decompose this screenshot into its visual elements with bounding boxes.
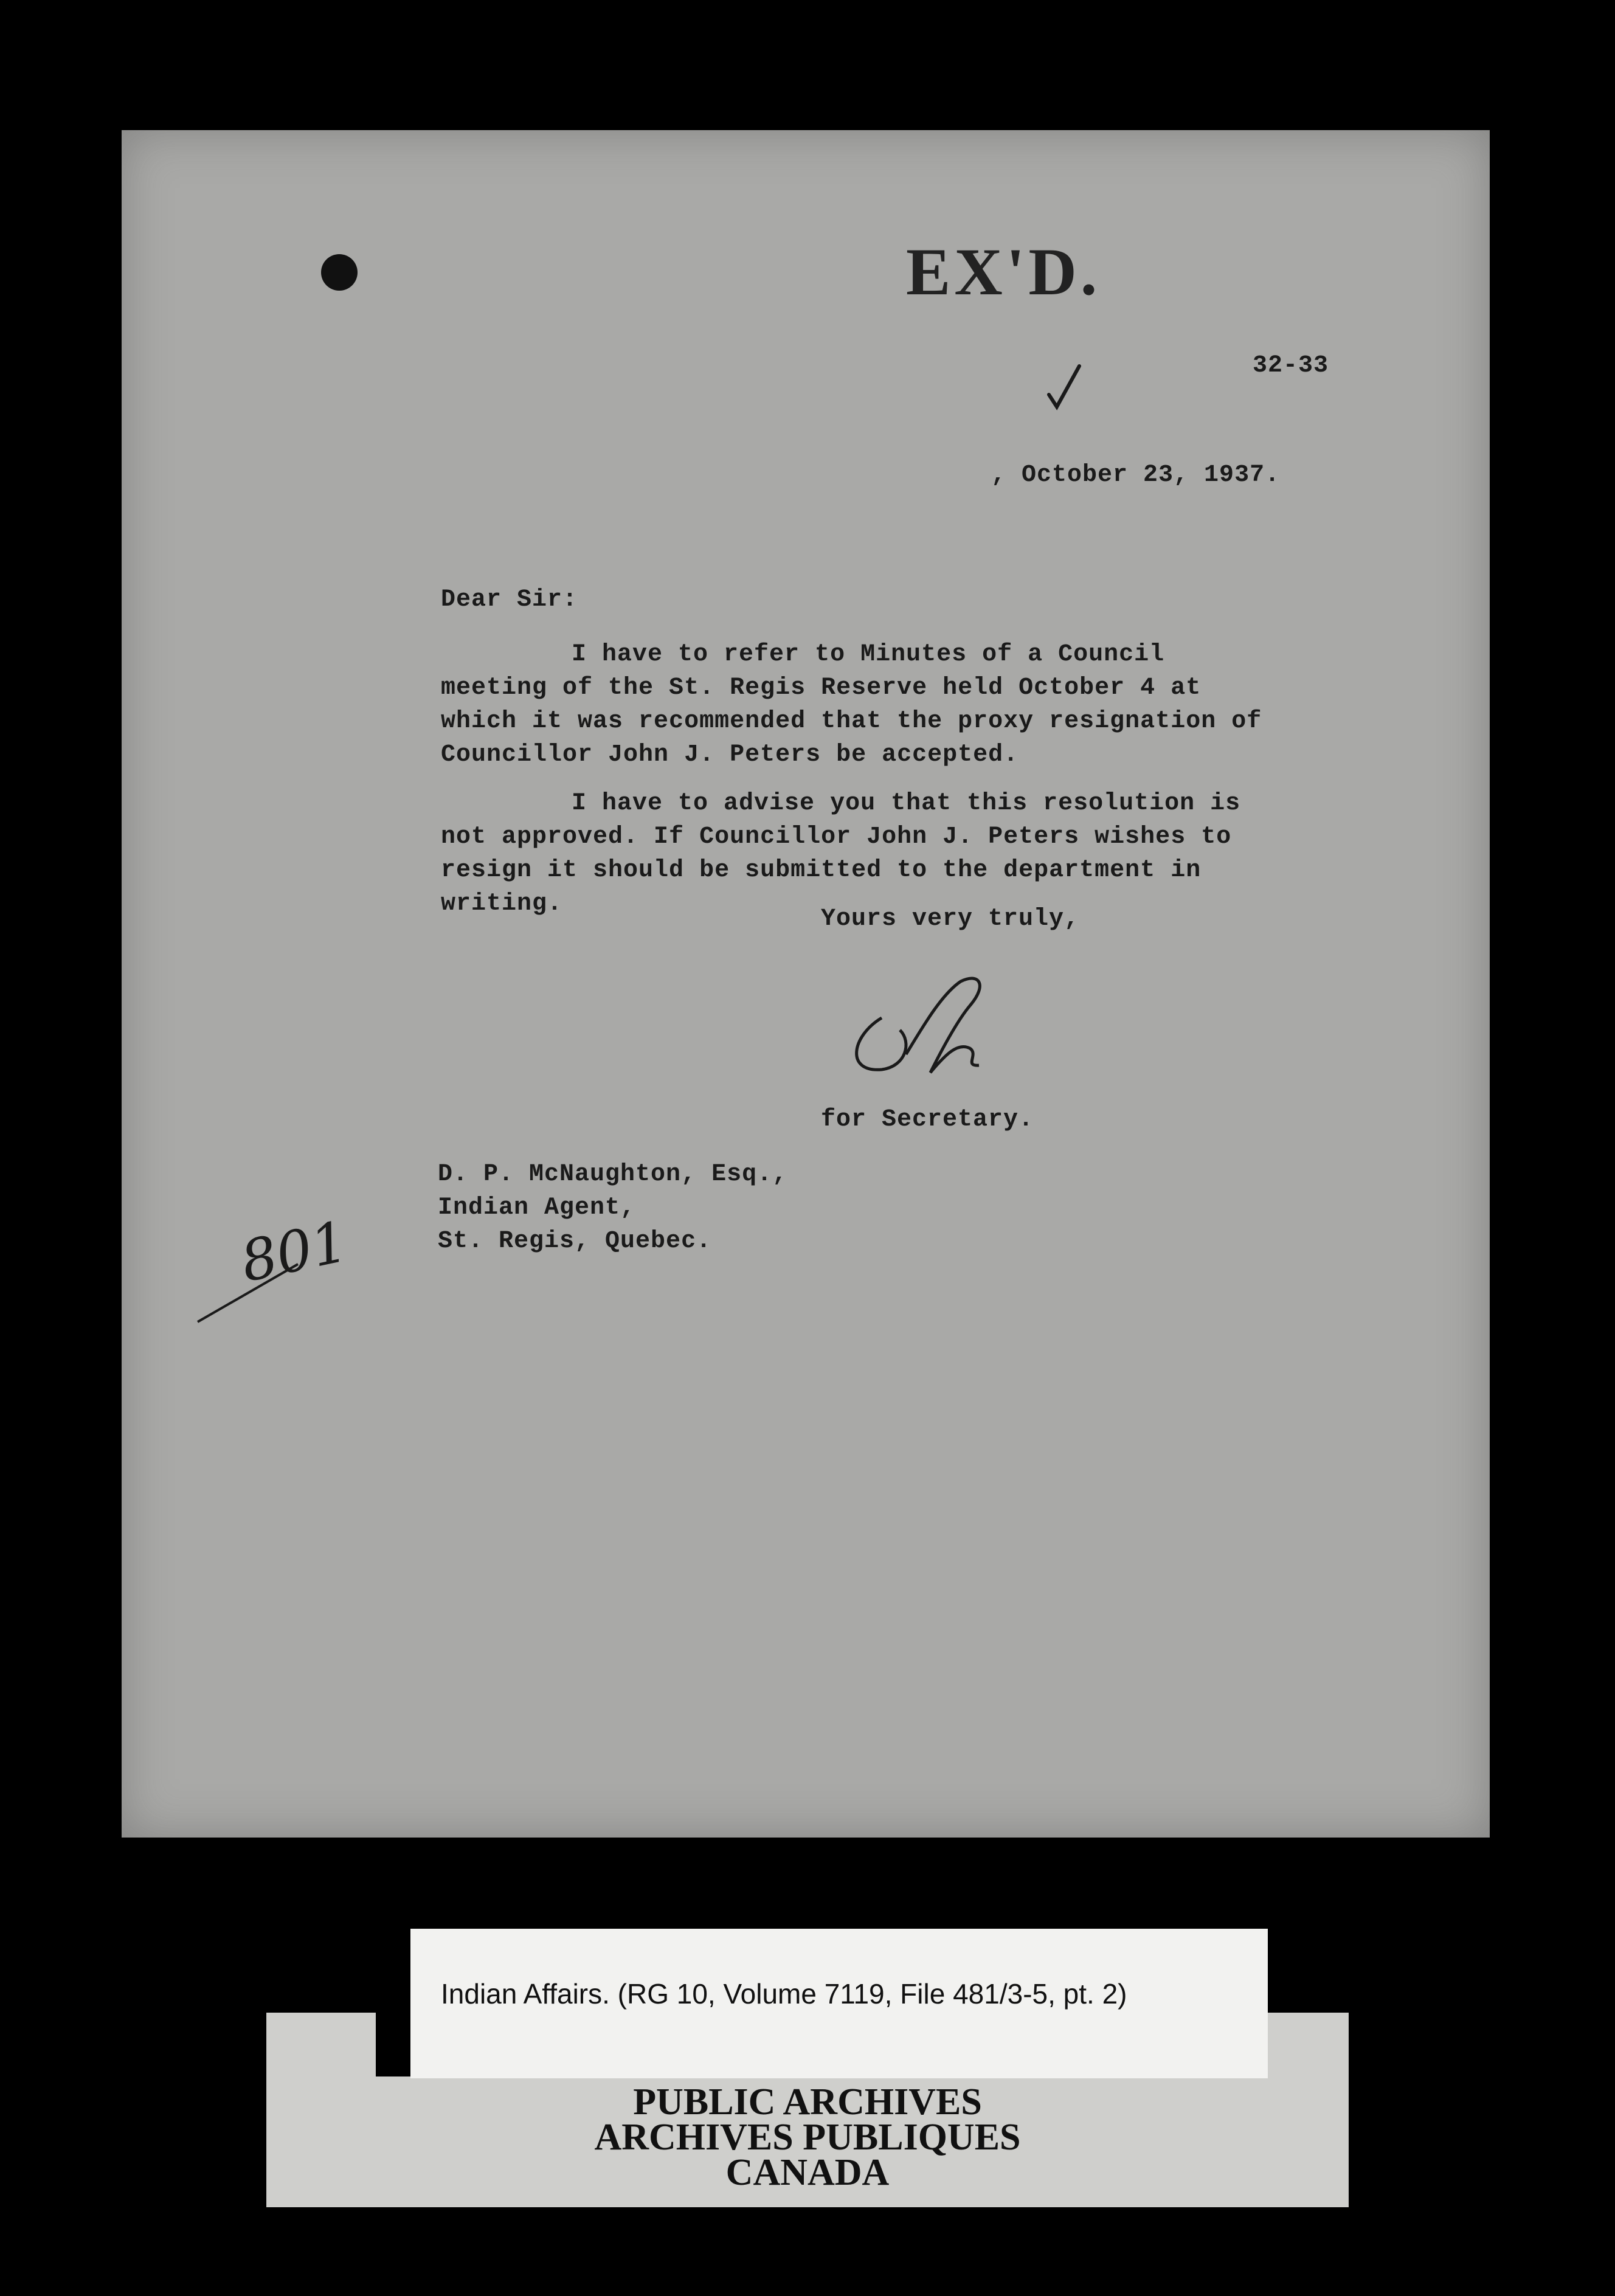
handwritten-note [195,1200,353,1334]
archive-reference: Indian Affairs. (RG 10, Volume 7119, File 481/3-5, pt. 2) [441,1978,1127,2010]
body-paragraph-2: I have to advise you that this resolution is not approved. If Councillor John J. Peters wishes to resign it should be submitted to the department in writing. [441,790,1241,918]
handwritten-note-text: 801 [235,1209,353,1295]
closing: Yours very truly, [821,905,1080,933]
letter-page [122,130,1490,1838]
salutation: Dear Sir: [441,586,578,614]
examined-stamp: EX'D. [906,235,1101,309]
punch-hole [321,254,358,291]
address-line-2: Indian Agent, [438,1194,636,1222]
archive-reference-card [410,1929,1268,2078]
file-number: 32-33 [1253,352,1329,379]
address-line-3: St. Regis, Quebec. [438,1228,712,1255]
handwritten-signature [839,969,1022,1085]
address-line-1: D. P. McNaughton, Esq., [438,1161,788,1188]
recipient-address [438,1158,787,1258]
checkmark-icon [1046,361,1088,416]
archive-line-3: CANADA [725,2152,890,2193]
archive-stamp [0,2081,1615,2193]
body-paragraph-1: I have to refer to Minutes of a Council meeting of the St. Regis Reserve held October 4 at which it was recommended that the proxy resignation of Councillor John J. Peters be accepted. [441,641,1262,769]
archive-line-1: PUBLIC ARCHIVES [633,2081,982,2123]
letter-date: , October 23, 1937. [991,462,1281,489]
archive-line-2: ARCHIVES PUBLIQUES [594,2117,1021,2158]
signature-role: for Secretary. [821,1106,1034,1133]
